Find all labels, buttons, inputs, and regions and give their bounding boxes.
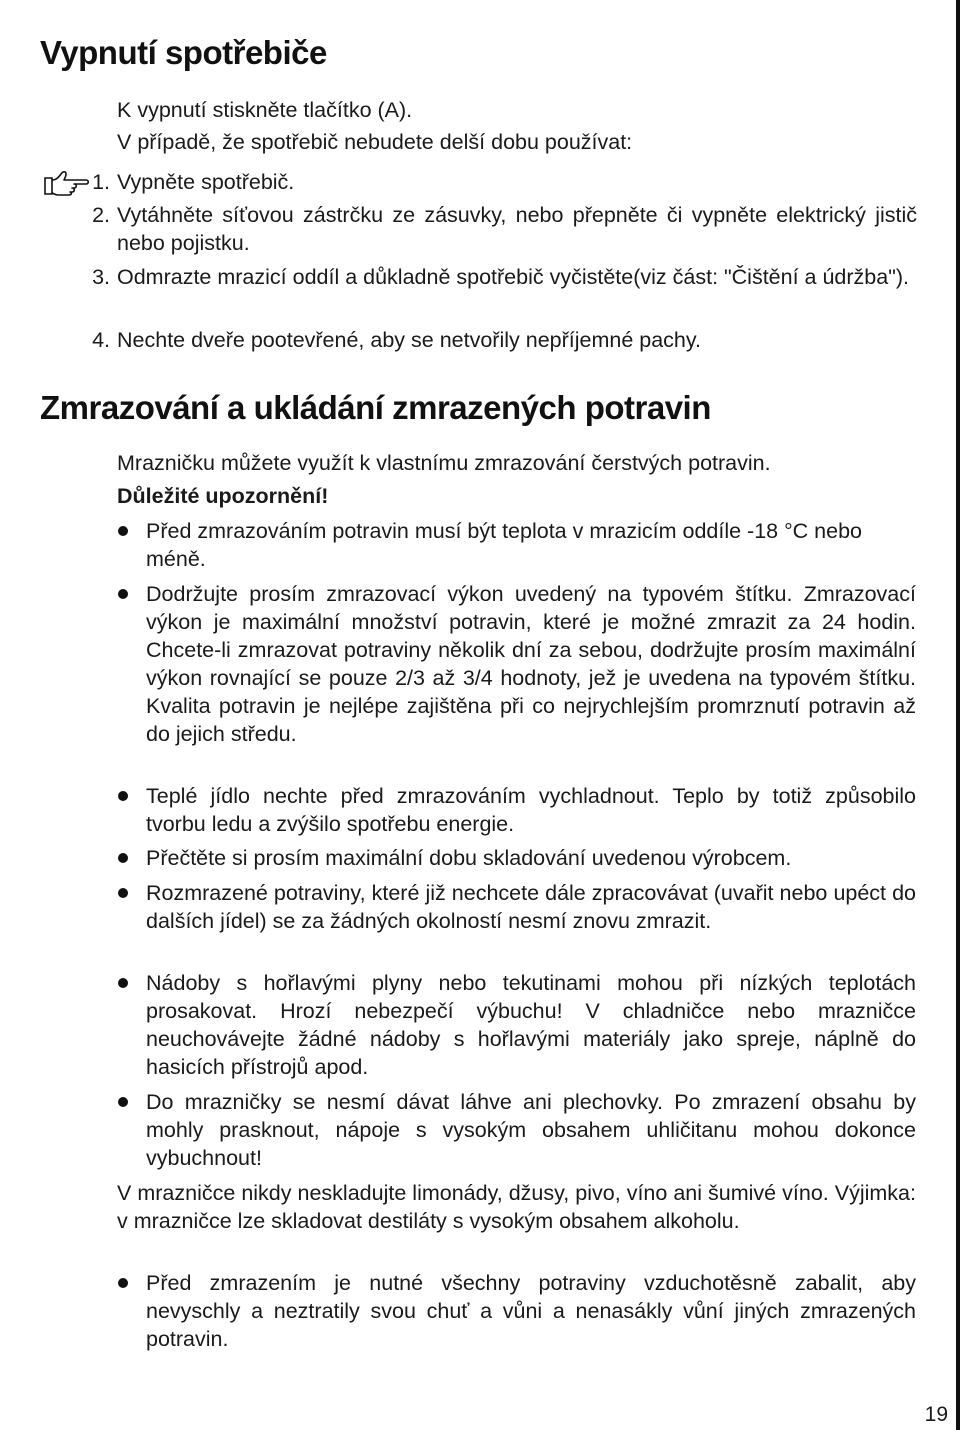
step-number: 2. bbox=[92, 203, 110, 227]
list-item: Nádoby s hořlavými plyny nebo tekutinami mohou při nízkých teplotách prosakovat. Hrozí nebezpečí výbuchu! V chladničce nebo mrazničce neuchovávejte žádné nádoby s hořlavými materiály jako spreje, náplně do hasicích přístrojů apod. bbox=[146, 971, 916, 1079]
section-title-switch-off: Vypnutí spotřebiče bbox=[40, 34, 327, 71]
bullet-icon bbox=[118, 978, 128, 988]
list-item: Rozmrazené potraviny, které již nechcete dále zpracovávat (uvařit nebo upéct do dalších jídel) se za žádných okolností nesmí znovu zmrazit. bbox=[146, 881, 916, 933]
bullet-icon bbox=[118, 589, 128, 599]
step-number: 1. bbox=[92, 170, 110, 194]
list-item: Do mrazničky se nesmí dávat láhve ani plechovky. Po zmrazení obsahu by mohly prasknout, nápoje s vysokým obsahem uhličitanu mohou dokonce vybuchnout! bbox=[146, 1090, 916, 1170]
list-item: Dodržujte prosím zmrazovací výkon uvedený na typovém štítku. Zmrazovací výkon je maximální množství potravin, které je možné zmrazit za 24 hodin. Chcete-li zmrazovat potraviny několik dní za sebou, dodržujte prosím maximální výkon rovnající se pouze 2/3 až 3/4 hodnoty, jež je uvedena na typovém štítku. Kvalita potravin je nejlépe zajištěna při co nejrychlejším promrznutí potravin až do jejich středu. bbox=[146, 582, 916, 746]
list-item: Před zmrazením je nutné všechny potraviny vzduchotěsně zabalit, aby nevyschly a neztratily svou chuť a vůni a nenasákly vůní jiných zmrazených potravin. bbox=[146, 1271, 916, 1351]
section-title-freezing: Zmrazování a ukládání zmrazených potravin bbox=[40, 389, 711, 426]
step-text: Odmrazte mrazicí oddíl a důkladně spotřebič vyčistěte(viz část: "Čištění a údržba"). bbox=[117, 265, 909, 289]
long-absence-intro: V případě, že spotřebič nebudete delší dobu používat: bbox=[117, 130, 633, 154]
freezing-intro: Mrazničku můžete využít k vlastnímu zmrazování čerstvých potravin. bbox=[117, 451, 771, 475]
list-item: Přečtěte si prosím maximální dobu skladování uvedenou výrobcem. bbox=[146, 846, 792, 870]
important-notice: Důležité upozornění! bbox=[117, 484, 329, 508]
list-item: Před zmrazováním potravin musí být teplota v mrazicím oddíle -18 °C nebo méně. bbox=[146, 519, 863, 571]
page-number: 19 bbox=[924, 1403, 948, 1426]
step-text: Vypněte spotřebič. bbox=[117, 170, 295, 194]
page-edge-rule bbox=[956, 0, 960, 1430]
step-number: 3. bbox=[92, 265, 110, 289]
step-number: 4. bbox=[92, 328, 110, 352]
bullet-icon bbox=[118, 1278, 128, 1288]
closing-paragraph: V mrazničce nikdy neskladujte limonády, džusy, pivo, víno ani šumivé víno. Výjimka: v mrazničce lze skladovat destiláty s vysokým obsahem alkoholu. bbox=[117, 1181, 916, 1233]
bullet-icon bbox=[118, 888, 128, 898]
step-text: Vytáhněte síťovou zástrčku ze zásuvky, nebo přepněte či vypněte elektrický jistič nebo pojistku. bbox=[117, 203, 917, 255]
step-text: Nechte dveře pootevřené, aby se netvořily nepříjemné pachy. bbox=[117, 328, 702, 352]
bullet-icon bbox=[118, 1097, 128, 1107]
switch-off-instruction: K vypnutí stiskněte tlačítko (A). bbox=[117, 98, 413, 122]
bullet-icon bbox=[118, 853, 128, 863]
bullet-icon bbox=[118, 791, 128, 801]
bullet-icon bbox=[118, 526, 128, 536]
list-item: Teplé jídlo nechte před zmrazováním vychladnout. Teplo by totiž způsobilo tvorbu ledu a zvýšilo spotřebu energie. bbox=[146, 784, 916, 836]
